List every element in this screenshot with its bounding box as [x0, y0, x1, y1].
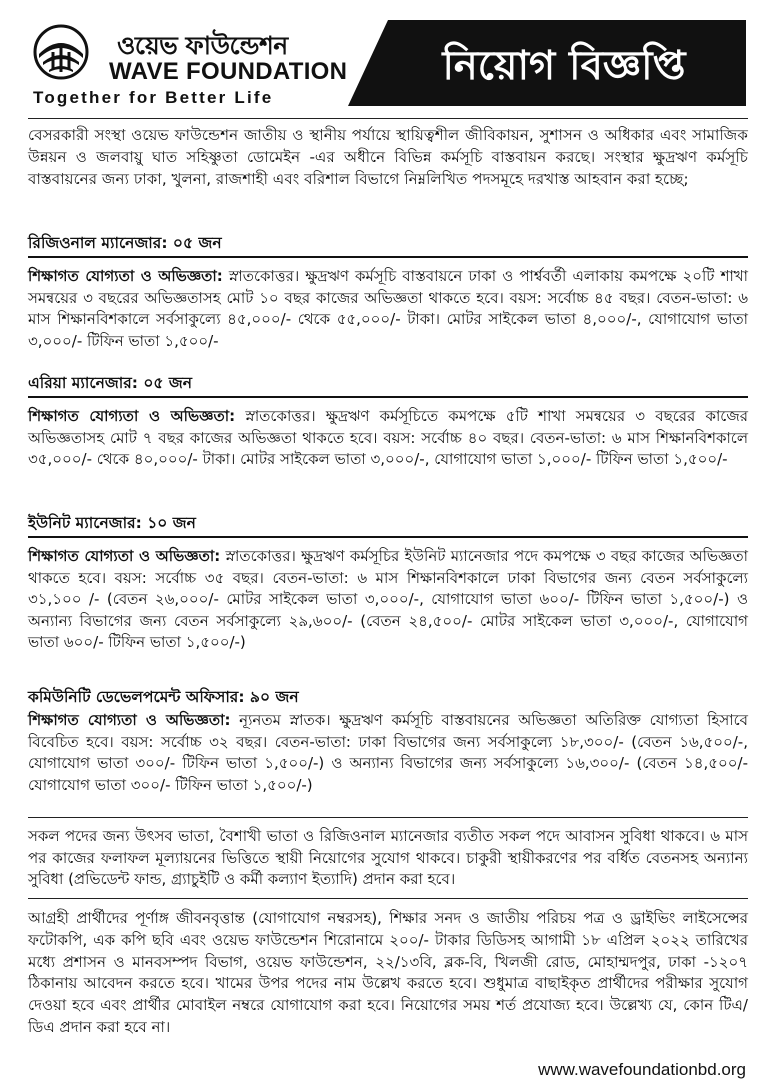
section-body	[28, 406, 748, 471]
divider	[28, 898, 748, 899]
divider	[28, 118, 748, 119]
brand-name-bangla: ওয়েভ ফাউন্ডেশন	[117, 31, 288, 60]
application-instructions: আগ্রহী প্রার্থীদের পূর্ণাঙ্গ জীবনবৃত্তান্ত (যোগাযোগ নম্বরসহ), শিক্ষার সনদ ও জাতীয় পরিচয় পত্র ও ড্রাইভিং লাইসেন্সের ফটোকপি, এক কপি ছবি এবং ওয়েভ ফাউন্ডেশন শিরোনামে ২০০/- টাকার ডিডিসহ আগামী ১৮ এপ্রিল ২০২২ তারিখের মধ্যে প্রশাসন ও মানবসম্পদ বিভাগ, ওয়েভ ফাউন্ডেশন, ২২/১৩বি, ব্লক-বি, খিলজী রোড, মোহাম্মদপুর, ঢাকা -১২০৭ ঠিকানায় আবেদন করতে হবে। খামের উপর পদের নাম উল্লেখ করতে হবে। শুধুমাত্র বাছাইকৃত প্রার্থীদের পরীক্ষার সুযোগ দেওয়া হবে এবং প্রার্থীর মোবাইল নম্বরে যোগাযোগ করা হবে। নিয়োগের সময় শর্ত প্রযোজ্য হবে। উল্লেখ্য যে, কোন টিএ/ডিএ প্রদান করা হবে না।	[28, 909, 748, 1036]
intro-paragraph: বেসরকারী সংস্থা ওয়েভ ফাউন্ডেশন জাতীয় ও স্থানীয় পর্যায়ে স্থায়িত্বশীল জীবিকায়ন, সুশাসন ও অধিকার এবং সামাজিক উন্নয়ন ও জলবায়ু ঘাত সহিষ্ণুতা ডোমেইন -এর অধীনে বিভিন্ন কর্মসূচি বাস্তবায়ন করছে। সংস্থার ক্ষুদ্রঋণ কর্মসূচি বাস্তবায়নের জন্য ঢাকা, খুলনা, রাজশাহী এবং বরিশাল বিভাগে নিম্নলিখিত পদসমূহে দরখাস্ত আহবান করা হচ্ছে;	[28, 126, 748, 188]
section-body	[28, 266, 748, 352]
title-banner	[344, 20, 746, 106]
qualification-label: শিক্ষাগত যোগ্যতা ও অভিজ্ঞতা:	[28, 407, 236, 425]
brand-tagline: Together for Better Life	[33, 88, 274, 107]
logo-block	[33, 24, 363, 112]
section-text: স্নাতকোত্তর। ক্ষুদ্রঋণ কর্মসূচিতে কমপক্ষে ৫টি শাখা সমন্বয়ের ৩ বছরের কাজের অভিজ্ঞতাসহ মোট ৭ বছর কাজের অভিজ্ঞতা থাকতে হবে। বয়স: সর্বোচ্চ ৪০ বছর। বেতন-ভাতা: ৬ মাস শিক্ষানবিশকালে ৩৫,০০০/- থেকে ৪০,০০০/- টাকা। মোটর সাইকেল ভাতা ৩,০০০/-, যোগাযোগ ভাতা ১,০০০/- টিফিন ভাতা ১,৫০০/-	[28, 407, 749, 468]
section-unit-manager	[28, 512, 748, 654]
section-body	[28, 546, 748, 654]
website-link[interactable]: www.wavefoundationbd.org	[538, 1060, 746, 1079]
section-body	[28, 710, 748, 796]
benefits-paragraph: সকল পদের জন্য উৎসব ভাতা, বৈশাখী ভাতা ও রিজিওনাল ম্যানেজার ব্যতীত সকল পদে আবাসন সুবিধা থাকবে। ৬ মাস পর কাজের ফলাফল মূল্যায়নের ভিত্তিতে স্থায়ী নিয়োগের সুযোগ থাকবে। চাকুরী স্থায়ীকরণের পর বর্ধিত বেতনসহ অন্যান্য সুবিধা (প্রভিডেন্ট ফান্ড, গ্র্যাচুইটি ও কর্মী কল্যাণ ইত্যাদি) প্রদান করা হবে।	[28, 827, 748, 888]
qualification-label: শিক্ষাগত যোগ্যতা ও অভিজ্ঞতা:	[28, 267, 223, 285]
section-title: রিজিওনাল ম্যানেজার: ০৫ জন	[28, 232, 748, 258]
section-text: স্নাতকোত্তর। ক্ষুদ্রঋণ কর্মসূচির ইউনিট ম্যানেজার পদে কমপক্ষে ৩ বছর কাজের অভিজ্ঞতা থাকতে হবে। বয়স: সর্বোচ্চ ৩৫ বছর। বেতন-ভাতা: ৬ মাস শিক্ষানবিশকালে ঢাকা বিভাগের জন্য বেতন সর্বসাকুল্যে ৩১,১০০ /- (বেতন ২৬,০০০/- মোটর সাইকেল ভাতা ৩,০০০/-, যোগাযোগ ভাতা ৬০০/- টিফিন ভাতা ১,৫০০/-) ও অন্যান্য বিভাগের জন্য বেতন সর্বসাকুল্যে ২৯,৬০০/- (বেতন ২৪,৫০০/- মোটর সাইকেল ভাতা ৩,০০০/-, যোগাযোগ ভাতা ৬০০/- টিফিন ভাতা ১,৫০০/-)	[28, 547, 749, 651]
section-community-development-officer	[28, 686, 748, 796]
qualification-label: শিক্ষাগত যোগ্যতা ও অভিজ্ঞতা:	[28, 711, 231, 729]
section-area-manager	[28, 372, 748, 471]
qualification-label: শিক্ষাগত যোগ্যতা ও অভিজ্ঞতা:	[28, 547, 221, 565]
section-title: এরিয়া ম্যানেজার: ০৫ জন	[28, 372, 748, 398]
brand-name-english: WAVE FOUNDATION	[109, 58, 348, 85]
section-text: স্নাতকোত্তর। ক্ষুদ্রঋণ কর্মসূচি বাস্তবায়নে ঢাকা ও পার্শ্ববর্তী এলাকায় কমপক্ষে ২০টি শাখা সমন্বয়ের ৩ বছরের অভিজ্ঞতাসহ মোট ১০ বছর কাজের অভিজ্ঞতা থাকতে হবে। বয়স: সর্বোচ্চ ৪৫ বছর। বেতন-ভাতা: ৬ মাস শিক্ষানবিশকালে সর্বসাকুল্যে ৪৫,০০০/- থেকে ৫৫,০০০/- টাকা। মোটর সাইকেল ভাতা ৪,০০০/-, যোগাযোগ ভাতা ৩,০০০/- টিফিন ভাতা ১,৫০০/-	[28, 267, 748, 350]
section-regional-manager	[28, 232, 748, 352]
section-title: ইউনিট ম্যানেজার: ১০ জন	[28, 512, 748, 538]
divider	[28, 817, 748, 818]
page-title: নিয়োগ বিজ্ঞপ্তি	[442, 43, 686, 89]
section-title: কমিউনিটি ডেভেলপমেন্ট অফিসার: ৯০ জন	[28, 688, 299, 706]
section-text: ন্যূনতম স্নাতক। ক্ষুদ্রঋণ কর্মসূচি বাস্তবায়নের অভিজ্ঞতা অতিরিক্ত যোগ্যতা হিসাবে বিবেচিত হবে। বয়স: সর্বোচ্চ ৩২ বছর। বেতন-ভাতা: ঢাকা বিভাগের জন্য সর্বসাকুল্যে ১৮,৩০০/- (বেতন ১৬,৫০০/-, যোগাযোগ ভাতা ৩০০/- টিফিন ভাতা ১,৫০০/-) ও অন্যান্য বিভাগের জন্য সর্বসাকুল্যে ১৬,৩০০/- (বেতন ১৪,৫০০/- যোগাযোগ ভাতা ৩০০/- টিফিন ভাতা ১,৫০০/-)	[28, 711, 748, 794]
wave-foundation-logo-icon	[33, 24, 89, 80]
